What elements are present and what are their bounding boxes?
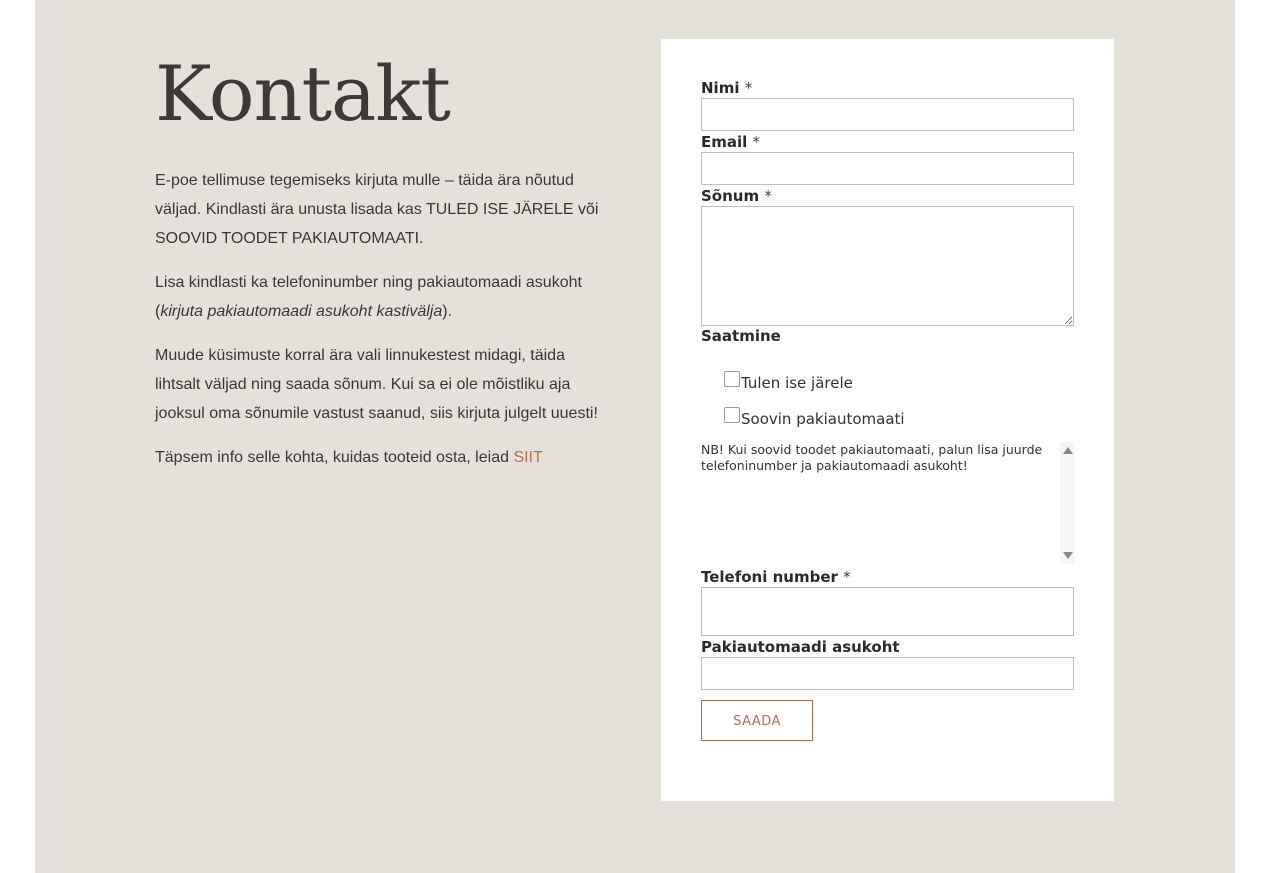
name-input[interactable] xyxy=(701,98,1074,131)
required-mark: * xyxy=(752,133,761,151)
contact-form xyxy=(701,79,1074,741)
note-text: NB! Kui soovid toodet pakiautomaati, palun lisa juurde telefoninumber ja pakiautomaadi asukoht! xyxy=(701,442,1043,473)
contact-form-card xyxy=(661,39,1114,801)
phone-info-paragraph xyxy=(155,268,605,326)
scroll-up-icon[interactable] xyxy=(1063,447,1073,454)
submit-button[interactable]: SAADA xyxy=(701,700,813,741)
message-label xyxy=(701,187,1074,206)
info-text: Täpsem info selle kohta, kuidas tooteid osta, leiad xyxy=(155,448,514,466)
siit-link[interactable]: SIIT xyxy=(513,448,543,466)
email-label-text: Email xyxy=(701,133,748,151)
info-paragraph xyxy=(155,443,605,472)
note-scrollbar[interactable] xyxy=(1060,442,1074,564)
message-label-text: Sõnum xyxy=(701,187,760,205)
pickup-checkbox[interactable] xyxy=(724,371,740,387)
required-mark: * xyxy=(843,568,851,586)
questions-paragraph: Muude küsimuste korral ära vali linnukestest midagi, täida lihtsalt väljad ning saada sõnum. Kui sa ei ole mõistliku aja jooksul oma sõnumile vastust saanud, siis kirjuta julgelt uuesti! xyxy=(155,346,598,422)
name-label-text: Nimi xyxy=(701,79,740,97)
phone-input[interactable] xyxy=(701,587,1074,636)
delivery-options xyxy=(701,370,1074,428)
phone-label xyxy=(701,568,1074,587)
parcel-location-input[interactable] xyxy=(701,657,1074,690)
parcel-location-label: Pakiautomaadi asukoht xyxy=(701,638,900,656)
email-label xyxy=(701,133,1074,152)
name-label xyxy=(701,79,1074,98)
contact-info xyxy=(155,49,605,487)
required-mark: * xyxy=(764,187,772,205)
phone-info-text: Lisa kindlasti ka telefoninumber ning pakiautomaadi asukoht ( xyxy=(155,273,582,320)
pickup-label: Tulen ise järele xyxy=(741,374,853,392)
parcel-machine-label: Soovin pakiautomaati xyxy=(741,410,905,428)
email-input[interactable] xyxy=(701,152,1074,185)
page-background xyxy=(35,0,1235,873)
note-scroll-box[interactable] xyxy=(701,442,1074,564)
message-textarea[interactable] xyxy=(701,206,1074,326)
option-parcel-machine[interactable] xyxy=(724,406,1074,428)
page-title: Kontakt xyxy=(155,49,450,138)
phone-info-end: ). xyxy=(442,302,453,320)
delivery-label: Saatmine xyxy=(701,327,781,345)
parcel-machine-checkbox[interactable] xyxy=(724,407,740,423)
scroll-down-icon[interactable] xyxy=(1063,552,1073,559)
phone-info-italic: kirjuta pakiautomaadi asukoht kastivälja xyxy=(160,302,443,320)
phone-label-text: Telefoni number xyxy=(701,568,838,586)
required-mark: * xyxy=(744,79,753,97)
intro-paragraph: E-poe tellimuse tegemiseks kirjuta mulle – täida ära nõutud väljad. Kindlasti ära unusta lisada kas TULED ISE JÄRELE või SOOVID TOODET PAKIAUTOMAATI. xyxy=(155,171,599,247)
option-pickup[interactable] xyxy=(724,370,1074,392)
